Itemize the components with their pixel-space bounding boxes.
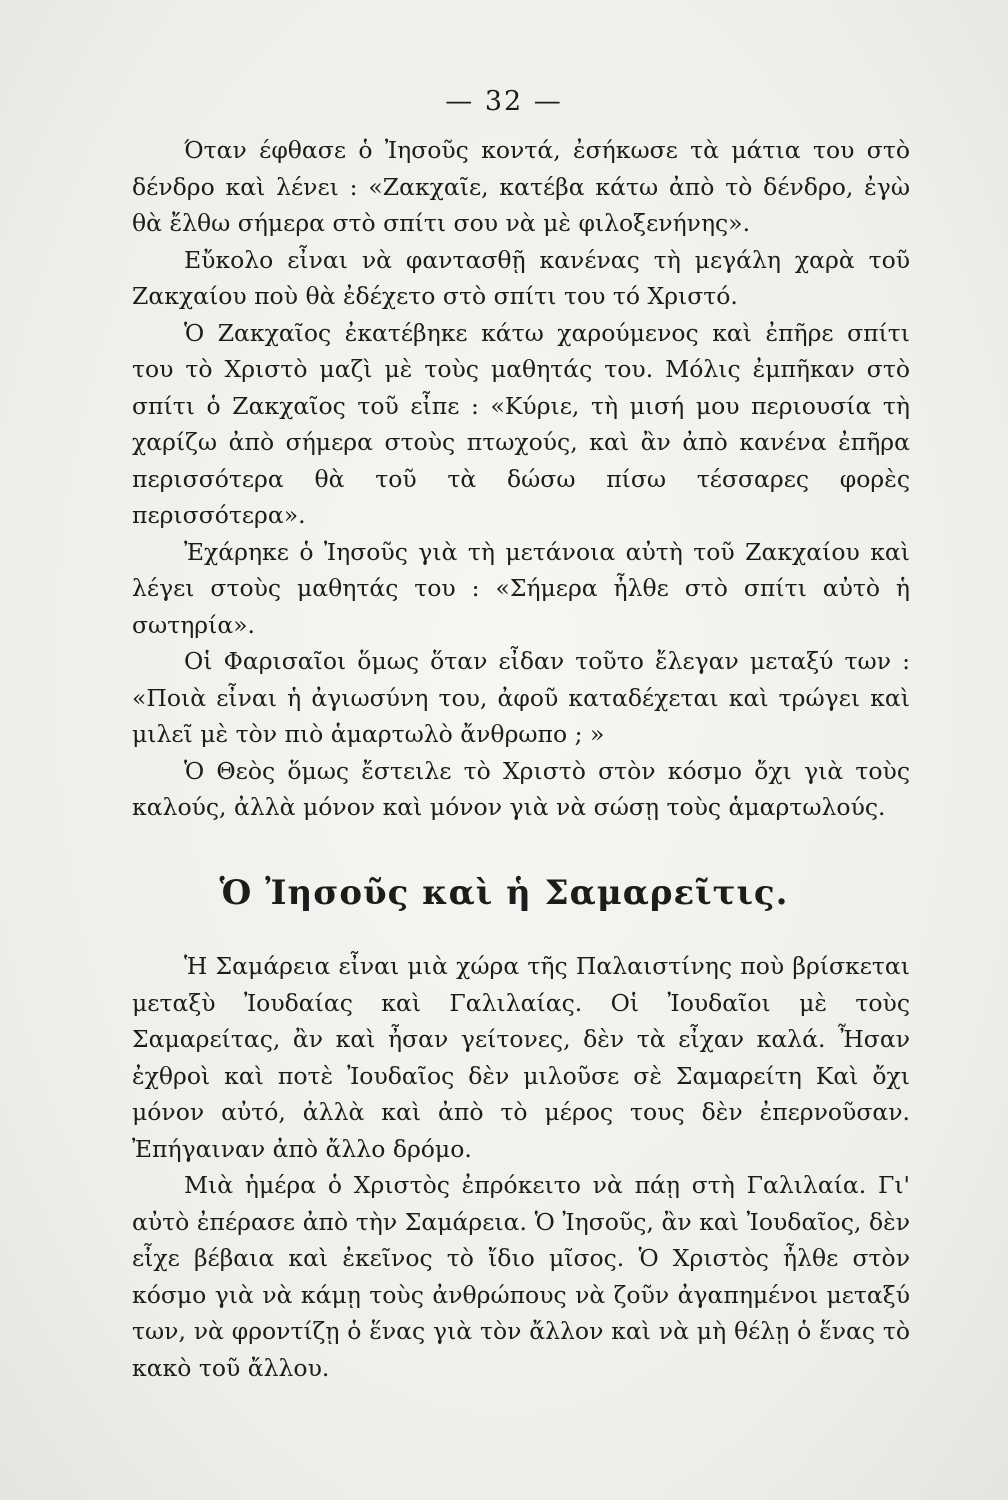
paragraph: Ὁ Θεὸς ὅμως ἔστειλε τὸ Χριστὸ στὸν κόσμο ὄχι γιὰ τοὺς καλούς, ἀλλὰ μόνον καὶ μόνον γιὰ νὰ σώσῃ τοὺς ἁμαρτωλούς. xyxy=(132,756,910,821)
paragraph: Όταν έφθασε ὁ Ἰησοῦς κοντά, ἐσήκωσε τὰ μάτια του στὸ δένδρο καὶ λένει : «Ζακχαῖε, κατέβα κάτω ἀπὸ τὸ δένδρο, ἐγὼ θὰ ἔλθω σήμερα στὸ σπίτι σου νὰ μὲ φιλοξενήνης». xyxy=(132,136,910,237)
paragraph: Μιὰ ἡμέρα ὁ Χριστὸς ἐπρόκειτο νὰ πάῃ στὴ Γαλιλαία. Γι' αὐτὸ ἐπέρασε ἀπὸ τὴν Σαμάρεια. Ὁ Ἰησοῦς, ἂν καὶ Ἰουδαῖος, δὲν εἶχε βέβαια καὶ ἐκεῖνος τὸ ἴδιο μῖσος. Ὁ Χριστὸς ἦλθε στὸν κόσμο γιὰ νὰ κάμῃ τοὺς ἀνθρώπους νὰ ζοῦν ἀγαπημένοι μεταξύ των, νὰ φροντίζῃ ὁ ἕνας γιὰ τὸν ἄλλον καὶ νὰ μὴ θέλῃ ὁ ἕνας τὸ κακὸ τοῦ ἄλλου. xyxy=(132,1171,910,1382)
text-block-samaritan xyxy=(132,948,910,1386)
paragraph: Οἱ Φαρισαῖοι ὅμως ὅταν εἶδαν τοῦτο ἔλεγαν μεταξύ των : «Ποιὰ εἶναι ἡ ἀγιωσύνη του, ἀφοῦ καταδέχεται καὶ τρώγει καὶ μιλεῖ μὲ τὸν πιὸ ἁμαρτωλὸ ἄνθρωπο ; » xyxy=(132,647,910,748)
page-number: — 32 — xyxy=(445,86,563,117)
section-heading: Ὁ Ἰησοῦς καὶ ἡ Σαμαρεῖτις. xyxy=(219,873,789,913)
paragraph: Ἡ Σαμάρεια εἶναι μιὰ χώρα τῆς Παλαιστίνης ποὺ βρίσκεται μεταξὺ Ἰουδαίας καὶ Γαλιλαίας. Οἱ Ἰουδαῖοι μὲ τοὺς Σαμαρείτας, ἂν καὶ ἦσαν γείτονες, δὲν τὰ εἶχαν καλά. Ἦσαν ἐχθροὶ καὶ ποτὲ Ἰουδαῖος δὲν μιλοῦσε σὲ Σαμαρείτη Καὶ ὄχι μόνον αὐτό, ἀλλὰ καὶ ἀπὸ τὸ μέρος τους δὲν ἐπερνοῦσαν. Ἐπήγαιναν ἀπὸ ἄλλο δρόμο. xyxy=(132,952,910,1163)
paragraph: Ὁ Ζακχαῖος ἐκατέβηκε κάτω χαρούμενος καὶ ἐπῆρε σπίτι του τὸ Χριστὸ μαζὶ μὲ τοὺς μαθητάς του. Μόλις ἐμπῆκαν στὸ σπίτι ὁ Ζακχαῖος τοῦ εἶπε : «Κύριε, τὴ μισή μου περιουσία τὴ χαρίζω ἀπὸ σήμερα στοὺς πτωχούς, καὶ ἂν ἀπὸ κανένα ἐπῆρα περισσότερα θὰ τοῦ τὰ δώσω πίσω τέσσαρες φορὲς περισσότερα». xyxy=(132,318,910,529)
paragraph: Ἐχάρηκε ὁ Ἰησοῦς γιὰ τὴ μετάνοια αὐτὴ τοῦ Ζακχαίου καὶ λέγει στοὺς μαθητάς του : «Σήμερα ἦλθε στὸ σπίτι αὐτὸ ἡ σωτηρία». xyxy=(132,537,910,639)
paragraph: Εὔκολο εἶναι νὰ φαντασθῇ κανένας τὴ μεγάλη χαρὰ τοῦ Ζακχαίου ποὺ θὰ ἐδέχετο στὸ σπίτι του τό Χριστό. xyxy=(132,245,910,310)
text-block-zacchaeus xyxy=(132,132,910,826)
